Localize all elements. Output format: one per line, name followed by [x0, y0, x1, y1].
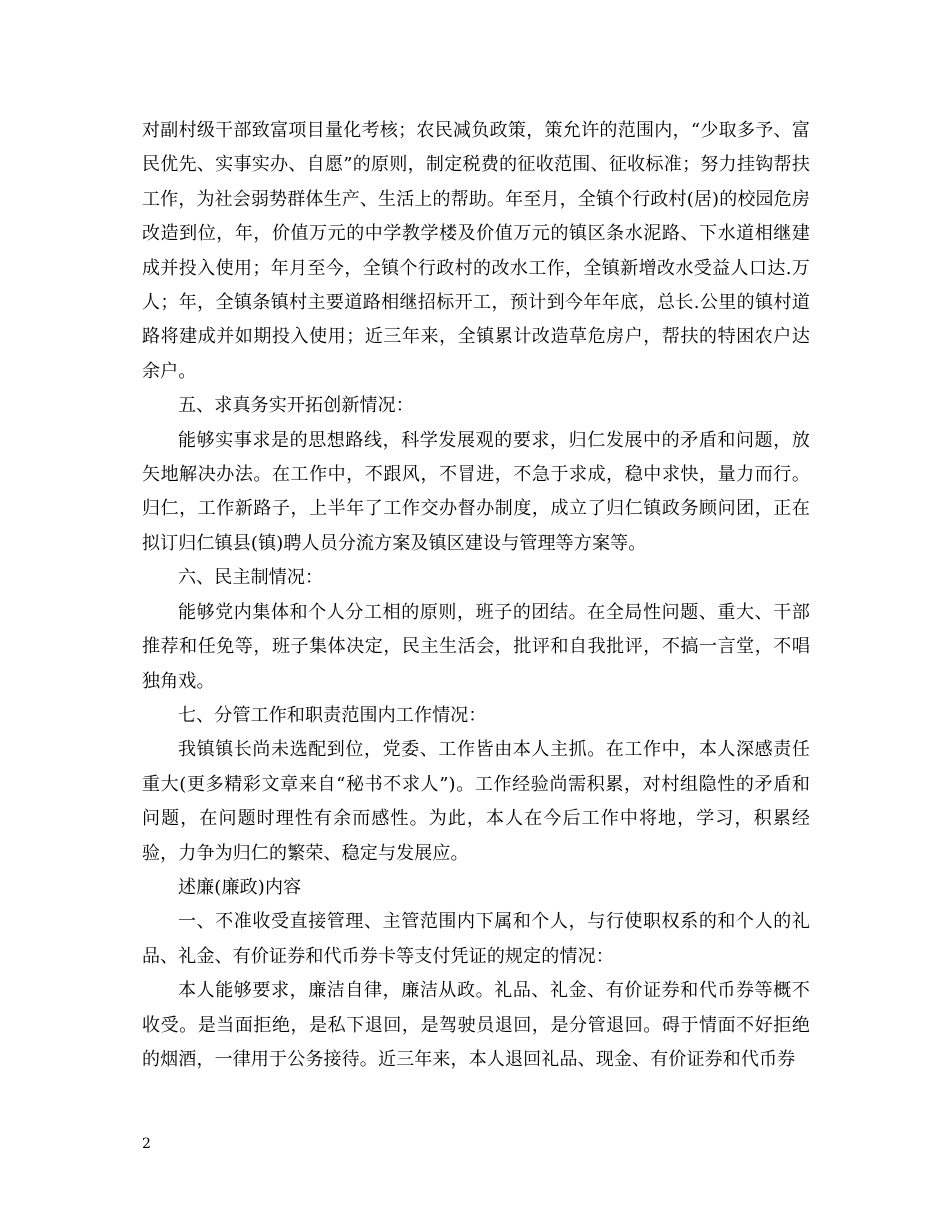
- section-heading-7: 七、分管工作和职责范围内工作情况：: [178, 704, 487, 726]
- section-title-integrity: 述廉(廉政)内容: [178, 876, 302, 898]
- paragraph: 本人能够要求，廉洁自律，廉洁从政。礼品、礼金、有价证券和代币券等概不收受。是当面拒绝，是私下退回，是驾驶员退回，是分管退回。碍于情面不好拒绝的烟酒，一律用于公务接待。近三年来，本人退回礼品、现金、有价证券和代币券: [142, 980, 810, 1070]
- paragraph: 能够实事求是的思想路线，科学发展观的要求，归仁发展中的矛盾和问题，放矢地解决办法。在工作中，不跟风，不冒进，不急于求成，稳中求快，量力而行。归仁，工作新路子，上半年了工作交办督办制度，成立了归仁镇政务顾问团，正在拟订归仁镇县(镇)聘人员分流方案及镇区建设与管理等方案等。: [142, 429, 810, 554]
- page-number: 2: [142, 1136, 151, 1152]
- paragraph: 我镇镇长尚未选配到位，党委、工作皆由本人主抓。在工作中，本人深感责任重大(更多精彩文章来自“秘书不求人”)。工作经验尚需积累，对村组隐性的矛盾和问题，在问题时理性有余而感性。为此，本人在今后工作中将地，学习，积累经验，力争为归仁的繁荣、稳定与发展应。: [142, 739, 810, 864]
- section-heading-5: 五、求真务实开拓创新情况：: [178, 395, 414, 417]
- paragraph-continued: 对副村级干部致富项目量化考核；农民减负政策，策允许的范围内，“少取多予、富民优先、实事实办、自愿”的原则，制定税费的征收范围、征收标准；努力挂钩帮扶工作，为社会弱势群体生产、生活上的帮助。年至月，全镇个行政村(居)的校园危房改造到位，年，价值万元的中学教学楼及价值万元的镇区条水泥路、下水道相继建成并投入使用；年月至今，全镇个行政村的改水工作，全镇新增改水受益人口达.万人；年，全镇条镇村主要道路相继招标开工，预计到今年年底，总长.公里的镇村道路将建成并如期投入使用；近三年来，全镇累计改造草危房户，帮扶的特困农户达余户。: [142, 120, 810, 382]
- paragraph: 能够党内集体和个人分工相的原则，班子的团结。在全局性问题、重大、干部推荐和任免等，班子集体决定，民主生活会，批评和自我批评，不搞一言堂，不唱独角戏。: [142, 601, 810, 692]
- section-heading-1: 一、不准收受直接管理、主管范围内下属和个人，与行使职权系的和个人的礼品、礼金、有价证券和代币券卡等支付凭证的规定的情况：: [142, 911, 810, 967]
- document-body: [142, 114, 810, 1077]
- section-heading-6: 六、民主制情况：: [178, 567, 324, 589]
